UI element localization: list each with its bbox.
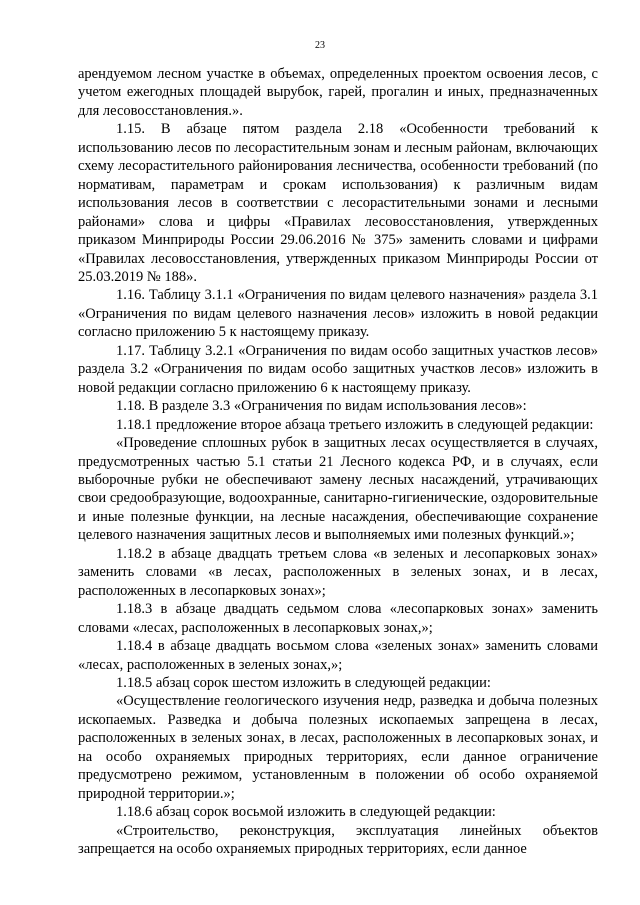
paragraph: арендуемом лесном участке в объемах, определенных проектом освоения лесов, с учетом ежегодных площадей вырубок, гарей, прогалин и иных, предназначенных для лесовосстановления.». [78,66,598,119]
paragraph: «Проведение сплошных рубок в защитных лесах осуществляется в случаях, предусмотренных частью 5.1 статьи 21 Лесного кодекса РФ, и в случаях, если выборочные рубки не обеспечивают замену лесных насаждений, утрачивающих свои средообразующие, водоохранные, санитарно-гигиенические, оздоровительные и иные полезные функции, на лесные насаждения, обеспечивающие сохранение целевого назначения защитных лесов и выполняемых ими полезных функций.»; [78,435,598,544]
paragraph: 1.18.6 абзац сорок восьмой изложить в следующей редакции: [116,804,496,821]
paragraph: 1.15. В абзаце пятом раздела 2.18 «Особенности требований к использованию лесов по лесорастительным зонам и лесным районам, включающих схему лесорастительного районирования лесничества, особенности требований (по нормативам, параметрам и срокам использования) к различным видам использования лесов в соответствии с лесорастительными зонами и лесными районами» слова и цифры «Правилах лесовосстановления, утвержденных приказом Минприроды России 29.06.2016 № 375» заменить словами и цифрами «Правилах лесовосстановления, утвержденных приказом Минприроды России от 25.03.2019 № 188». [78,121,598,285]
paragraph: 1.18. В разделе 3.3 «Ограничения по видам использования лесов»: [116,398,527,415]
paragraph: 1.18.5 абзац сорок шестом изложить в следующей редакции: [116,674,491,691]
paragraph: 1.18.3 в абзаце двадцать седьмом слова «лесопарковых зонах» заменить словами «лесах, расположенных в лесопарковых зонах,»; [78,601,598,636]
paragraph: 1.18.1 предложение второе абзаца третьего изложить в следующей редакции: [116,416,594,433]
paragraph: 1.18.2 в абзаце двадцать третьем слова «в зеленых и лесопарковых зонах» заменить словами «в лесах, расположенных в зеленых зонах, и в лесах, расположенных в лесопарковых зонах»; [78,545,598,599]
page-number: 23 [315,40,325,51]
paragraph: 1.16. Таблицу 3.1.1 «Ограничения по видам целевого назначения» раздела 3.1 «Ограничения по видам целевого назначения лесов» изложить в новой редакции согласно приложению 5 к настоящему приказу. [78,287,598,341]
paragraph: 1.17. Таблицу 3.2.1 «Ограничения по видам особо защитных участков лесов» раздела 3.2 «Ограничения по видам особо защитных участков лесов» изложить в новой редакции согласно приложению 6 к настоящему приказу. [78,342,598,396]
document-body [78,65,598,858]
paragraph: «Строительство, реконструкция, эксплуатация линейных объектов запрещается на особо охраняемых природных территориях, если данное [78,822,598,858]
paragraph: «Осуществление геологического изучения недр, разведка и добыча полезных ископаемых. Разведка и добыча полезных ископаемых запрещена в лесах, расположенных в зеленых зонах, в лесах, расположенных в лесопарковых зонах, и на особо охраняемых природных территориях, если данное ограничение предусмотрено режимом, установленным в положении об особо охраняемой природной территории.»; [78,693,598,802]
paragraph: 1.18.4 в абзаце двадцать восьмом слова «зеленых зонах» заменить словами «лесах, расположенных в зеленых зонах,»; [78,638,598,673]
